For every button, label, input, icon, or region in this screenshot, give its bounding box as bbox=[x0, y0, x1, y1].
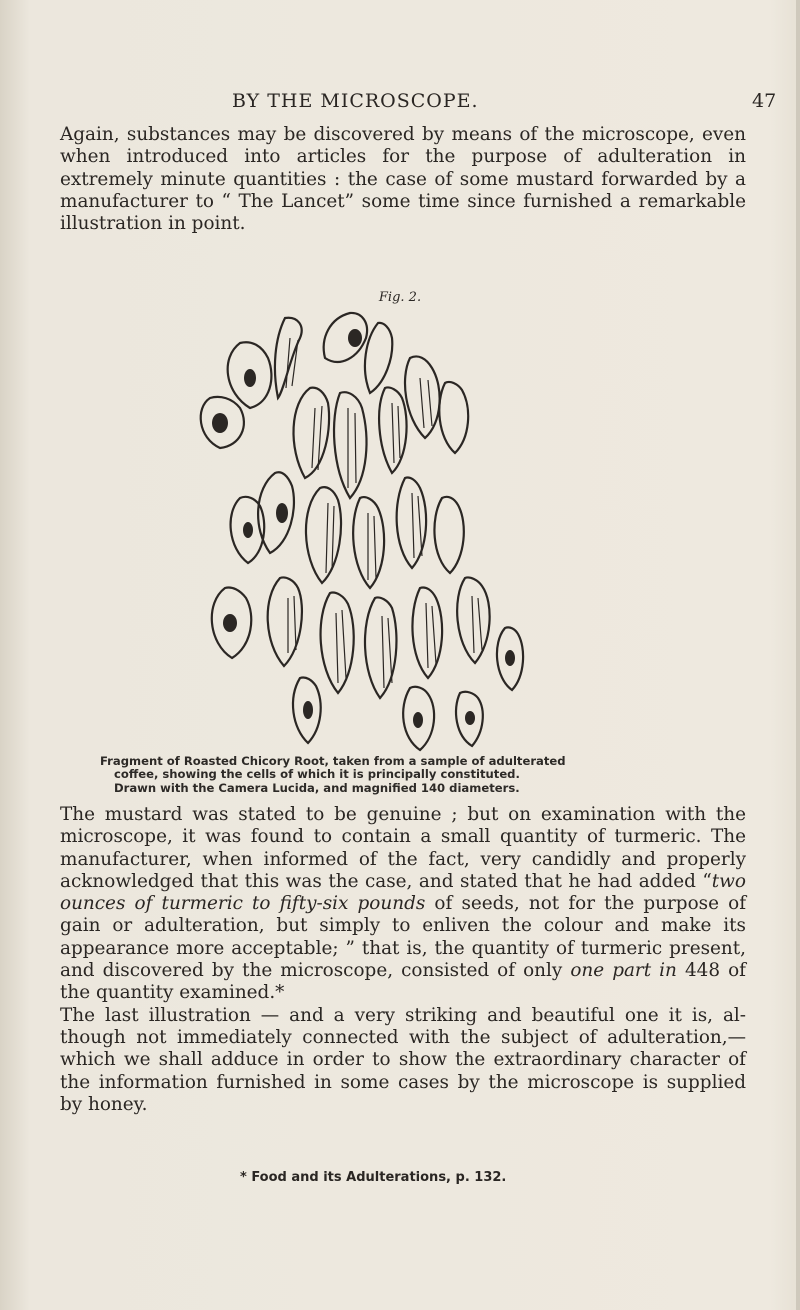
page-number: 47 bbox=[752, 90, 777, 112]
paragraph-2-text-c: 448 of the quantity examined.* bbox=[60, 960, 746, 1004]
caption-line-2: coffee, showing the cells of which it is principally constituted. bbox=[114, 767, 520, 782]
caption-line-3: Drawn with the Camera Lucida, and magnified 140 diameters. bbox=[114, 780, 520, 795]
paragraph-1: Again, substances may be discovered by means of the microscope, even when introduced into articles for the purpose of adulteration in extremely minute quantities : the case of some mustard forwarded by a manufacturer to “ The Lancet” some time since furnished a remarkable illustration in point. bbox=[60, 124, 746, 235]
paragraph-2-italic-a: two ounces of turmeric to fifty-six pounds bbox=[60, 870, 746, 915]
paragraph-2-text-a: The mustard was stated to be genuine ; but on examination with the microscope, it was found to contain a small quantity of turmeric. The manufacturer, when informed of the fact, very candidly and properly acknowledged that this was the case, and stated that he had added “ bbox=[60, 804, 746, 892]
caption-line-1: Fragment of Roasted Chicory Root, taken from a sample of adulterated bbox=[100, 754, 566, 768]
paragraph-2 bbox=[60, 804, 746, 1116]
page-header bbox=[0, 90, 800, 114]
figure-caption bbox=[100, 755, 720, 795]
running-head: BY THE MICROSCOPE. bbox=[232, 90, 479, 112]
paragraph-2-italic-b: one part in bbox=[570, 960, 677, 982]
paragraph-3: The last illustration — and a very striking and beautiful one it is, al- though not immediately connected with the subject of adulteration,— which we shall adduce in order to show the extraordinary character of the information furnished in some cases by the microscope is supplied by honey. bbox=[60, 1004, 746, 1115]
paragraph-2-text-b: of seeds, not for the purpose of gain or adulteration, but simply to enliven the colour and make its appearance more acceptable; ” that is, the quantity of turmeric present, and discovered by the microscope, consisted of only bbox=[60, 893, 746, 982]
footnote: * Food and its Adulterations, p. 132. bbox=[240, 1170, 507, 1185]
page-edge bbox=[796, 0, 800, 1310]
figure-label: Fig. 2. bbox=[378, 290, 422, 305]
chicory-cells-illustration bbox=[180, 298, 540, 758]
